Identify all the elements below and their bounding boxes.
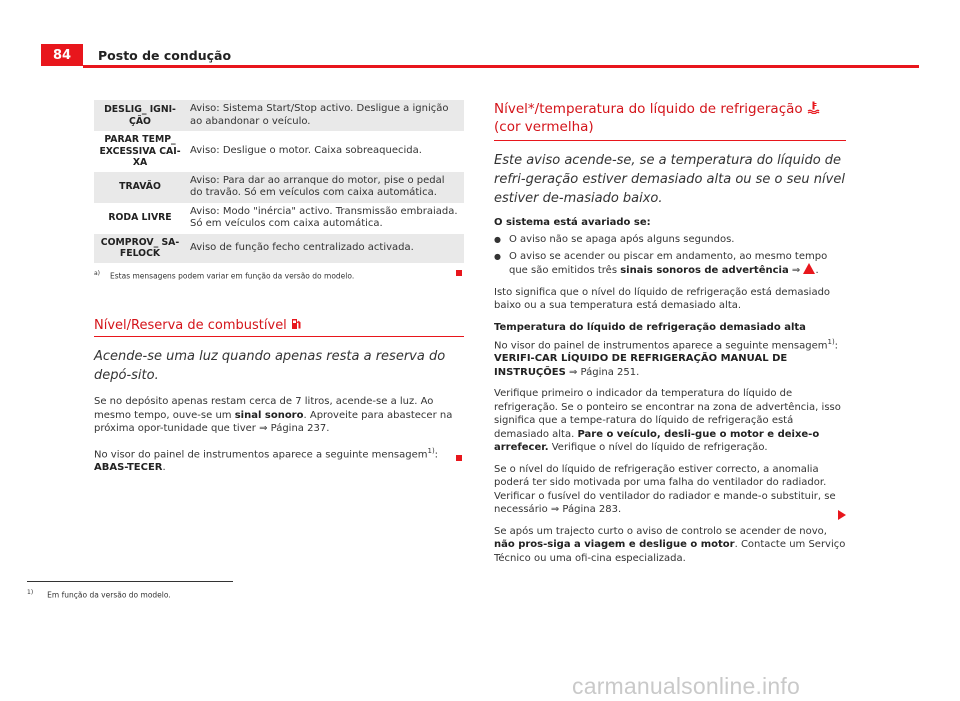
bullet-icon: ● [494, 235, 501, 244]
text-run: Se no depósito apenas restam cerca de 7 litros, acende-se a luz. Ao mesmo tempo, ouve-se um [94, 396, 434, 421]
text-run: : [834, 339, 839, 351]
warning-triangle-icon [803, 263, 815, 274]
fuel-pump-icon [291, 318, 301, 330]
section-title: Posto de condução [98, 48, 232, 63]
list-item [494, 250, 846, 278]
coolant-title-rule [494, 140, 846, 141]
table-footnote-text: Estas mensagens podem variar em função da versão do modelo. [110, 271, 355, 281]
fault-heading: O sistema está avariado se: [494, 217, 651, 228]
footnote-marker: 1) [27, 589, 34, 596]
table-cell-desc: Aviso: Modo "inércia" activo. Transmissão embraiada. Só em veículos com caixa automática. [190, 205, 458, 229]
coolant-temperature-icon [807, 101, 820, 114]
table-footnote [94, 270, 354, 281]
text-run: : [434, 448, 439, 460]
text-run: ⇒ Página 251. [565, 366, 640, 378]
table-row [94, 172, 464, 203]
temperature-heading: Temperatura do líquido de refrigeração demasiado alta [494, 321, 806, 333]
text-run: . [162, 462, 166, 474]
fuel-paragraph-1 [94, 395, 464, 436]
text-run-bold: não pros-siga a viagem e desligue o motor [494, 539, 735, 551]
table-row [94, 234, 464, 263]
text-run-bold: sinal sonoro [234, 409, 304, 421]
section-end-marker [456, 455, 462, 461]
text-run-bold: Pare o veículo, desli-gue o motor e deixe-o arrefecer. [494, 428, 820, 454]
table-cell-code: RODA LIVRE [108, 212, 172, 224]
fuel-section [94, 318, 464, 484]
coolant-paragraph-1: Isto significa que o nível do líquido de refrigeração está demasiado baixo ou a sua temperatura está demasiado alta. [494, 286, 831, 311]
table-cell-code: COMPROV_ SA-FELOCK [94, 234, 186, 263]
table-cell-desc: Aviso: Desligue o motor. Caixa sobreaquecida. [190, 145, 422, 156]
page-footnote [27, 589, 171, 600]
list-item [494, 233, 846, 247]
footnote-ref: 1) [827, 337, 835, 346]
text-run: ⇒ [788, 265, 804, 276]
text-run: Se após um trajecto curto o aviso de controlo se acender de novo, [494, 525, 827, 537]
text-run: No visor do painel de instrumentos aparece a seguinte mensagem [494, 339, 828, 351]
fault-list [494, 233, 846, 278]
text-run: . Aproveite para abastecer na próxima opor-tunidade que tiver ⇒ Página 237. [94, 409, 453, 434]
table-cell-desc: Aviso: Sistema Start/Stop activo. Desligue a ignição ao abandonar o veículo. [186, 100, 464, 131]
coolant-paragraph-4: Se o nível do líquido de refrigeração estiver correcto, a anomalia poderá ter sido motivada por uma falha do ventilador do radiador. Verificar o fusível do ventilador do radiador e mande-o substituir, se necessário ⇒ Página 283. [494, 463, 836, 516]
watermark: carmanualsonline.info [572, 673, 800, 699]
footnote-rule [27, 581, 233, 582]
section-end-marker [456, 270, 462, 276]
table-footnote-marker: a) [94, 270, 101, 277]
table-row [94, 131, 464, 172]
coolant-title-text: Nível*/temperatura do líquido de refrigeração [494, 101, 803, 117]
text-run-bold: sinais sonoros de advertência [620, 265, 789, 276]
table-cell-code: DESLIG_ IGNI-ÇÃO [94, 100, 186, 131]
coolant-paragraph-5 [494, 525, 846, 566]
table-cell-desc: Aviso: Para dar ao arranque do motor, pise o pedal do travão. Só em veículos com caixa automática. [186, 172, 464, 203]
text-run: Verifique primeiro o indicador da temperatura do líquido de refrigeração. Se o ponteiro se encontrar na zona de advertência, isso significa que a tempe-ratura do líquido de refrigeração está demasiado alta. [494, 388, 841, 440]
list-item-text: O aviso não se apaga após alguns segundos. [508, 234, 735, 245]
footnote-text: Em função da versão do modelo. [47, 590, 171, 600]
text-run-bold: ABAS-TECER [94, 462, 163, 474]
fuel-paragraph-2 [94, 445, 464, 475]
coolant-section-title [494, 100, 846, 136]
coolant-title-suffix: (cor vermelha) [494, 119, 594, 135]
table-cell-desc: Aviso de função fecho centralizado activada. [186, 234, 464, 263]
text-run: Verifique o nível do líquido de refrigeração. [548, 442, 768, 454]
text-run: . [815, 265, 819, 276]
fuel-lead: Acende-se uma luz quando apenas resta a reserva do depó-sito. [94, 349, 446, 383]
coolant-paragraph-2 [494, 336, 846, 380]
text-run: No visor do painel de instrumentos aparece a seguinte mensagem [94, 448, 428, 460]
fuel-title-rule [94, 336, 464, 337]
bullet-icon: ● [494, 251, 501, 261]
text-run: O aviso se acender ou piscar em andamento, ao mesmo tempo que são emitidos três [508, 250, 828, 276]
text-run-bold: VERIFI-CAR LÍQUIDO DE REFRIGERAÇÃO MANUAL DE INSTRUÇÕES [494, 353, 788, 378]
message-table [94, 100, 464, 263]
table-row [94, 100, 464, 131]
list-item-text [509, 250, 846, 278]
table-row [94, 203, 464, 234]
table-cell-code: TRAVÃO [94, 172, 186, 203]
header-rule [83, 65, 919, 68]
coolant-lead: Este aviso acende-se, se a temperatura do líquido de refri-geração estiver demasiado alta ou se o seu nível estiver de-masiado baixo. [494, 153, 845, 206]
coolant-paragraph-3 [494, 387, 846, 455]
footnote-ref: 1) [427, 446, 435, 455]
message-table-section [94, 100, 464, 263]
coolant-section [494, 100, 846, 573]
text-run: . Contacte um Serviço Técnico ou uma ofi-cina especializada. [494, 539, 846, 564]
fuel-section-title [94, 318, 464, 333]
fuel-title-text: Nível/Reserva de combustível [94, 318, 287, 333]
continue-arrow-icon [838, 510, 846, 520]
page-number: 84 [41, 44, 83, 66]
table-cell-code: PARAR TEMP_ EXCESSIVA CAI-XA [99, 134, 181, 168]
